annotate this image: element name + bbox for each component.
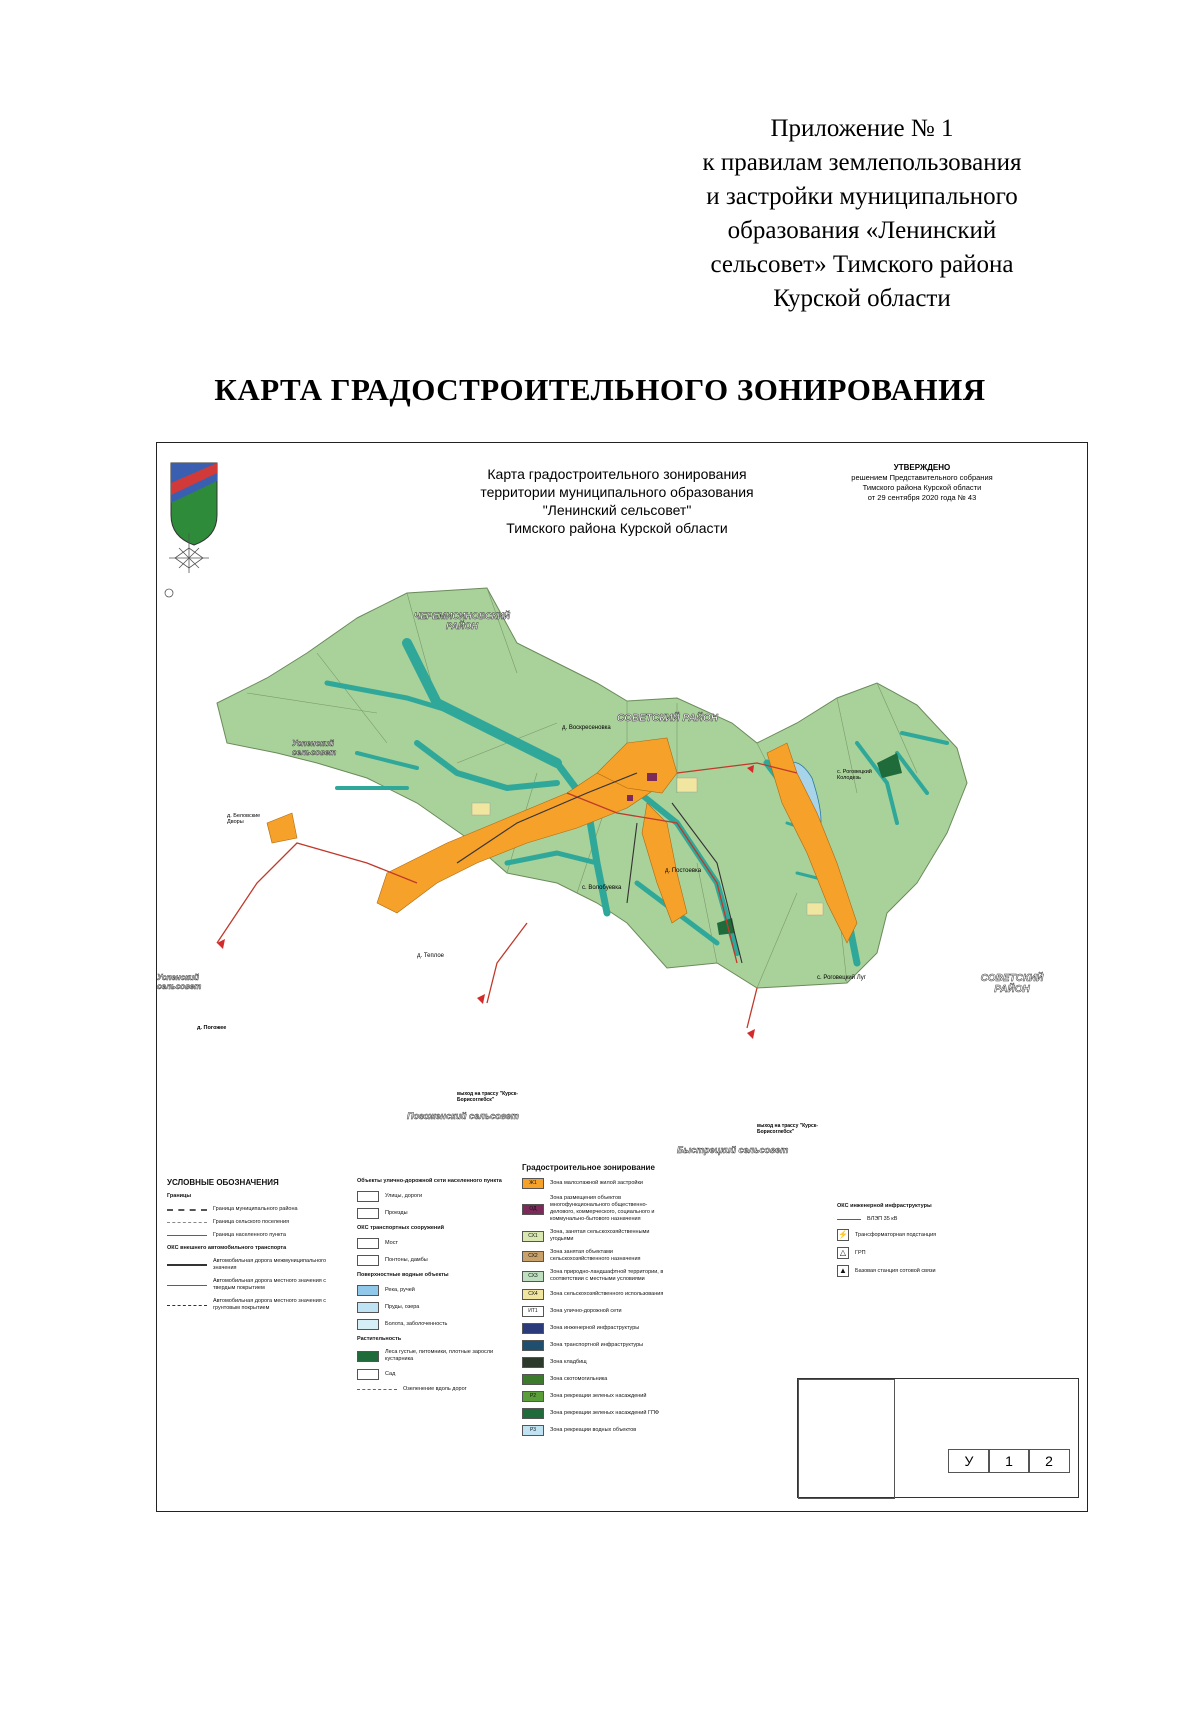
approval-note xyxy=(837,463,1007,503)
neighbor-label: СОВЕТСКИЙ РАЙОН xyxy=(617,713,718,724)
border-line-icon xyxy=(167,1222,207,1223)
legend-row xyxy=(837,1229,977,1241)
map-title-line: Карта градостроительного зонирования xyxy=(487,466,747,482)
legend-label: Леса густые, питомники, плотные заросли кустарника xyxy=(385,1349,494,1362)
legend-row xyxy=(357,1349,502,1363)
zone-label: Зона улично-дорожной сети xyxy=(550,1308,622,1314)
legend-label: Улицы, дороги xyxy=(385,1193,423,1199)
legend-row xyxy=(167,1232,342,1239)
appendix-line: Приложение № 1 xyxy=(770,115,954,142)
legend-subheading: Границы xyxy=(167,1193,192,1199)
border-line-icon xyxy=(167,1235,207,1236)
legend-row xyxy=(357,1285,502,1296)
zone-list xyxy=(522,1178,672,1436)
legend-label: Мост xyxy=(385,1240,398,1246)
zone-legend-row xyxy=(522,1178,672,1189)
forest-swatch-icon xyxy=(357,1351,379,1362)
zone-swatch-icon xyxy=(522,1374,544,1385)
zone-label: Зона скотомогильника xyxy=(550,1376,608,1382)
legend-row xyxy=(357,1238,502,1249)
appendix-line: Курской области xyxy=(773,285,951,312)
legend-label: Автомобильная дорога местного значения с грунтовым покрытием xyxy=(213,1298,327,1311)
neighbor-label: СОВЕТСКИЙ РАЙОН xyxy=(980,973,1044,995)
legend-row xyxy=(167,1219,342,1226)
legend-label: Автомобильная дорога межмуниципального значения xyxy=(213,1258,327,1271)
street-swatch-icon xyxy=(357,1191,379,1202)
power-line-icon xyxy=(837,1219,861,1220)
map-title-line: Тимского района Курской области xyxy=(506,520,728,536)
street-swatch-icon xyxy=(357,1208,379,1219)
legend-label: ВЛЭП 35 кВ xyxy=(867,1216,898,1222)
map-title-line: территории муниципального образования xyxy=(480,484,754,500)
zone-label: Зона размещения объектов многофункционального общественно-делового, коммерческого, социального и коммунально-бытового назначения xyxy=(550,1195,655,1222)
zone-label: Зона природно-ландшафтной территории, в соответствии с местными условиями xyxy=(550,1269,664,1282)
gas-station-icon: △ xyxy=(837,1247,849,1259)
legend-label: Автомобильная дорога местного значения с твердым покрытием xyxy=(213,1278,327,1291)
appendix-line: сельсовет» Тимского района xyxy=(710,251,1014,278)
highway-exit-label: выход на трассу "Курск-Борисоглебск" xyxy=(457,1091,518,1103)
road-line-icon xyxy=(167,1264,207,1266)
legend-subheading: Поверхностные водные объекты xyxy=(357,1272,449,1278)
swamp-swatch-icon xyxy=(357,1319,379,1330)
legend-row xyxy=(357,1369,502,1380)
zone-swatch-icon: Ж1 xyxy=(522,1178,544,1189)
zone-swatch-icon: ИТ1 xyxy=(522,1306,544,1317)
legend-label: Граница сельского поселения xyxy=(213,1219,290,1225)
settlement-label: д. Воскресеновка xyxy=(562,725,611,731)
zone-swatch-icon xyxy=(522,1357,544,1368)
zone-label: Зона рекреации зеленых насаждений ГПФ xyxy=(550,1410,660,1416)
zone-legend-row xyxy=(522,1374,672,1385)
legend-label: Граница муниципального района xyxy=(213,1206,298,1212)
legend-row xyxy=(357,1255,502,1266)
legend-subheading: Объекты улично-дорожной сети населенного пункта xyxy=(357,1178,502,1184)
transformer-icon: ⚡ xyxy=(838,1230,848,1239)
legend-label: Проезды xyxy=(385,1210,408,1216)
zone-legend-row xyxy=(522,1425,672,1436)
settlement-label: с. Роговецкий Луг xyxy=(817,975,866,981)
legend-borders-transport xyxy=(167,1178,342,1318)
legend-row xyxy=(357,1208,502,1219)
greenery-line-icon xyxy=(357,1389,397,1390)
road-line-icon xyxy=(167,1305,207,1306)
zone-swatch-icon: ОД xyxy=(522,1204,544,1215)
zone-legend-row xyxy=(522,1289,672,1300)
legend-infrastructure xyxy=(357,1178,502,1399)
map-title xyxy=(457,465,777,537)
zone-legend-row xyxy=(522,1306,672,1317)
zone-label: Зона занятая объектами сельскохозяйственного назначения xyxy=(550,1249,641,1262)
legend-row xyxy=(167,1206,342,1213)
legend-subheading: ОКС инженерной инфраструктуры xyxy=(837,1203,932,1209)
settlement-label: д. Погожее xyxy=(197,1025,227,1031)
map-title-line: "Ленинский сельсовет" xyxy=(542,502,692,518)
zone-legend-row xyxy=(522,1195,672,1223)
zone-label: Зона транспортной инфраструктуры xyxy=(550,1342,644,1348)
approval-line: решением Представительного собрания xyxy=(851,473,993,482)
legend-row xyxy=(357,1386,502,1393)
appendix-line: к правилам землепользования xyxy=(702,149,1022,176)
legend-row xyxy=(357,1319,502,1330)
zone-swatch-icon xyxy=(522,1408,544,1419)
legend-row xyxy=(837,1265,977,1277)
legend-row xyxy=(167,1258,342,1272)
neighbor-label: Погоженский сельсовет xyxy=(407,1111,519,1121)
zone-legend-row xyxy=(522,1249,672,1263)
settlement-label: с. Волобуевка xyxy=(582,885,622,891)
zone-label: Зона малоэтажной жилой застройки xyxy=(550,1180,643,1186)
legend-label: Болота, заболоченность xyxy=(385,1321,448,1327)
zone-legend-row xyxy=(522,1391,672,1402)
legend-label: Озеленение вдоль дорог xyxy=(403,1386,467,1392)
zone-legend-row xyxy=(522,1323,672,1334)
approval-line: Тимского района Курской области xyxy=(862,483,982,492)
appendix-line: образования «Ленинский xyxy=(727,217,997,244)
zone-swatch-icon: Р3 xyxy=(522,1425,544,1436)
zone-label: Зона инженерной инфраструктуры xyxy=(550,1325,640,1331)
legend-label: Сад xyxy=(385,1371,396,1377)
river-swatch-icon xyxy=(357,1285,379,1296)
legend-label: Пруды, озера xyxy=(385,1304,420,1310)
dam-icon xyxy=(357,1255,379,1266)
appendix-header xyxy=(652,112,1072,316)
neighbor-label: Успенский сельсовет xyxy=(157,973,202,991)
zone-legend-row xyxy=(522,1357,672,1368)
title-block xyxy=(797,1378,1079,1498)
pond-swatch-icon xyxy=(357,1302,379,1313)
settlement-label: д. Теплое xyxy=(417,953,444,959)
zone-label: Зона сельскохозяйственного использования xyxy=(550,1291,664,1297)
appendix-line: и застройки муниципального xyxy=(706,183,1018,210)
approval-line: от 29 сентября 2020 года № 43 xyxy=(867,493,977,502)
zone-label: Зона рекреации зеленых насаждений xyxy=(550,1393,647,1399)
highway-exit-label: выход на трассу "Курск-Борисоглебск" xyxy=(757,1123,818,1135)
legend-label: Река, ручей xyxy=(385,1287,415,1293)
zone-swatch-icon xyxy=(522,1340,544,1351)
legend-label: ГРП xyxy=(855,1249,866,1256)
legend-heading: УСЛОВНЫЕ ОБОЗНАЧЕНИЯ xyxy=(167,1178,279,1187)
zone-swatch-icon: СХ4 xyxy=(522,1289,544,1300)
zone-swatch-icon: Р2 xyxy=(522,1391,544,1402)
road-line-icon xyxy=(167,1285,207,1286)
settlement-label: с. Роговецкий Колодезь xyxy=(837,769,872,781)
neighbor-label: Успенский сельсовет xyxy=(292,739,337,757)
neighbor-label: ЧЕРЕМИСИНОВСКИЙ РАЙОН xyxy=(413,611,511,631)
legend-heading: Градостроительное зонирование xyxy=(522,1163,655,1172)
sheet-code: У xyxy=(948,1449,990,1473)
neighbor-label: Быстрецкий сельсовет xyxy=(677,1145,789,1155)
bridge-icon xyxy=(357,1238,379,1249)
legend-subheading: ОКС транспортных сооружений xyxy=(357,1225,444,1231)
zone-swatch-icon xyxy=(522,1323,544,1334)
cell-tower-icon: ▲ xyxy=(837,1265,849,1277)
legend-row xyxy=(357,1302,502,1313)
legend-label: Базовая станция сотовой связи xyxy=(855,1267,936,1274)
legend-row xyxy=(837,1216,977,1223)
zone-legend-row xyxy=(522,1408,672,1419)
garden-swatch-icon xyxy=(357,1369,379,1380)
legend-row xyxy=(837,1247,977,1259)
zone-swatch-icon: СХ3 xyxy=(522,1271,544,1282)
title-block-grid xyxy=(798,1379,895,1499)
settlement-label: д. Постоевка xyxy=(665,868,702,874)
zone-swatch-icon: СХ2 xyxy=(522,1251,544,1262)
legend-subheading: Растительность xyxy=(357,1336,402,1342)
sheet-count: 2 xyxy=(1028,1449,1070,1473)
border-line-icon xyxy=(167,1209,207,1211)
legend-label: Понтоны, дамбы xyxy=(385,1257,428,1263)
legend-subheading: ОКС внешнего автомобильного транспорта xyxy=(167,1245,287,1251)
zone-legend-row xyxy=(522,1340,672,1351)
legend-row xyxy=(357,1191,502,1202)
legend-label: Граница населенного пункта xyxy=(213,1232,286,1238)
legend-zoning xyxy=(522,1163,672,1442)
zone-legend-row xyxy=(522,1229,672,1243)
legend-row xyxy=(167,1278,342,1292)
legend-row xyxy=(167,1298,342,1312)
sheet-number: 1 xyxy=(988,1449,1030,1473)
coat-of-arms-icon xyxy=(171,463,217,545)
north-arrow-icon xyxy=(165,533,209,597)
settlement-label: д. Беловские Дворы xyxy=(227,813,261,825)
zone-label: Зона кладбищ xyxy=(550,1359,587,1365)
zone-swatch-icon: СХ1 xyxy=(522,1231,544,1242)
approval-heading: УТВЕРЖДЕНО xyxy=(893,463,951,472)
zone-label: Зона рекреации водных объектов xyxy=(550,1427,637,1433)
page-title: КАРТА ГРАДОСТРОИТЕЛЬНОГО ЗОНИРОВАНИЯ xyxy=(214,372,986,407)
map-frame xyxy=(156,442,1088,1512)
zone-label: Зона, занятая сельскохозяйственными угодьями xyxy=(550,1229,650,1242)
zone-legend-row xyxy=(522,1269,672,1283)
legend-engineering xyxy=(837,1203,977,1283)
legend-label: Трансформаторная подстанция xyxy=(855,1231,937,1238)
